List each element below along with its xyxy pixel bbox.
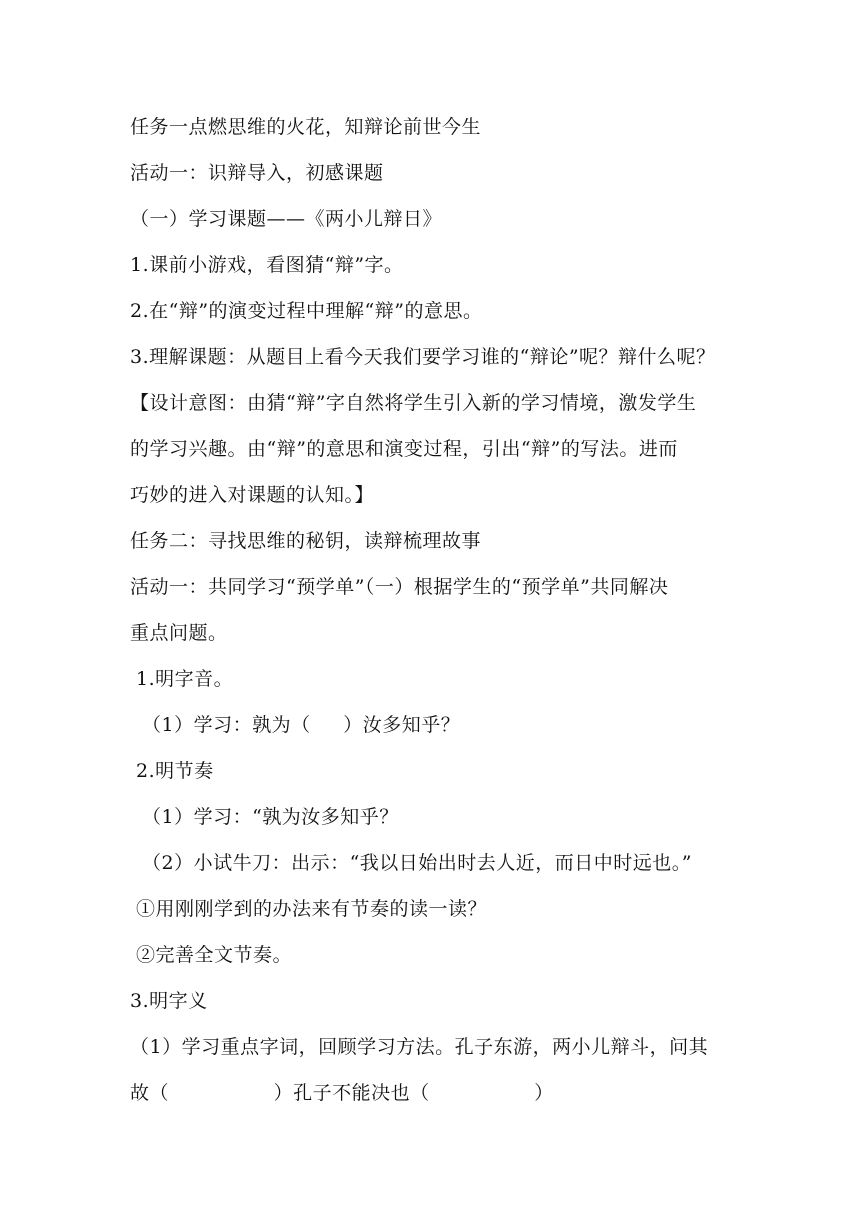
step-1-game: 1.课前小游戏，看图猜“辩”字。 xyxy=(130,254,404,276)
item-rhythm: 2.明节奏 xyxy=(136,760,214,782)
design-intent-line-1: 【设计意图：由猜“辩”字自然将学生引入新的学习情境，激发学生 xyxy=(130,392,697,414)
item-meaning-sub-1-line-2: 故（ ）孔子不能决也（ ） xyxy=(130,1082,554,1104)
step-2-evolution: 2.在“辩”的演变过程中理解“辩”的意思。 xyxy=(130,300,483,322)
activity-one-prestudy-line-2: 重点问题。 xyxy=(130,622,228,644)
task-two-heading: 任务二：寻找思维的秘钥，读辩梳理故事 xyxy=(130,530,482,552)
activity-one-heading: 活动一：识辩导入，初感课题 xyxy=(130,162,384,184)
item-meaning: 3.明字义 xyxy=(130,990,208,1012)
document-body xyxy=(130,112,735,1124)
item-rhythm-point-1: ①用刚刚学到的办法来有节奏的读一读？ xyxy=(136,898,488,920)
design-intent-line-3: 巧妙的进入对课题的认知。】 xyxy=(130,484,375,506)
item-rhythm-sub-2: （2）小试牛刀：出示：“我以日始出时去人近，而日中时远也。” xyxy=(142,852,693,874)
item-meaning-sub-1-line-1: （1）学习重点字词，回顾学习方法。孔子东游，两小儿辩斗，问其 xyxy=(130,1036,709,1058)
section-learn-topic: （一）学习课题——《两小儿辩日》 xyxy=(130,208,443,230)
activity-one-prestudy-line-1: 活动一：共同学习“预学单”（一）根据学生的“预学单”共同解决 xyxy=(130,576,669,598)
item-pronunciation-sub-1: （1）学习：孰为（ ）汝多知乎？ xyxy=(142,714,461,736)
item-rhythm-point-2: ②完善全文节奏。 xyxy=(136,944,293,966)
design-intent-line-2: 的学习兴趣。由“辩”的意思和演变过程，引出“辩”的写法。进而 xyxy=(130,438,678,460)
step-3-understand-topic: 3.理解课题：从题目上看今天我们要学习谁的“辩论”呢？辩什么呢？ xyxy=(130,346,716,368)
item-pronunciation: 1.明字音。 xyxy=(136,668,234,690)
item-rhythm-sub-1: （1）学习：“孰为汝多知乎？ xyxy=(142,806,399,828)
task-one-heading: 任务一点燃思维的火花，知辩论前世今生 xyxy=(130,116,482,138)
